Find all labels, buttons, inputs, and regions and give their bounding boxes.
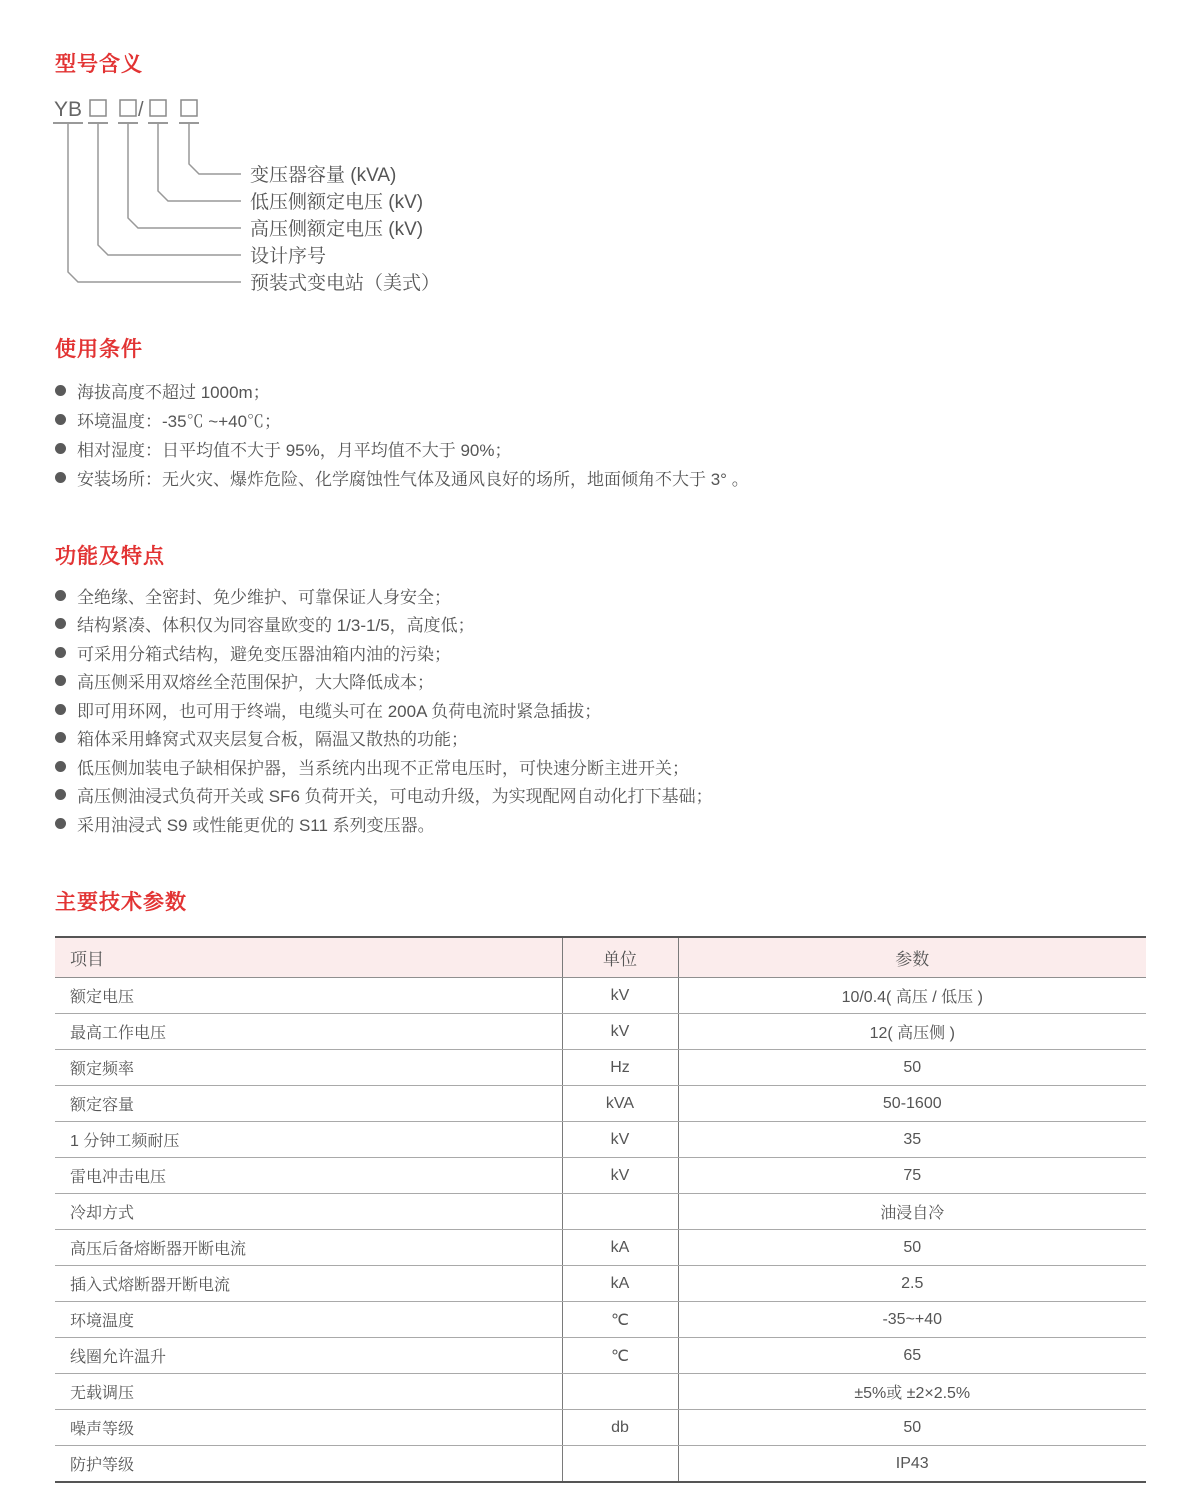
table-cell-item: 额定电压 <box>55 978 562 1014</box>
table-cell-parameter: IP43 <box>895 1454 929 1472</box>
table-cell-item: 雷电冲击电压 <box>55 1158 562 1194</box>
model-prefix-text: YB <box>54 98 83 121</box>
section-title-features: 功能及特点 <box>55 545 165 568</box>
list-item <box>55 405 749 434</box>
list-item <box>55 781 713 810</box>
table-cell-unit <box>562 1374 678 1410</box>
list-item-text: 即可用环网，也可用于终端，电缆头可在 200A 负荷电流时紧急插拔； <box>77 701 602 721</box>
bullet-icon <box>55 761 66 772</box>
table-row <box>55 1446 1146 1483</box>
section-title-model-meaning: 型号含义 <box>55 53 143 76</box>
table-row <box>55 1338 1146 1374</box>
bullet-icon <box>55 472 66 483</box>
section-title-main-parameters: 主要技术参数 <box>55 891 187 914</box>
list-item-text: 海拔高度不超过 1000m； <box>77 383 270 402</box>
list-item <box>55 610 713 639</box>
table-cell-parameter: 12( 高压侧 ) <box>678 1014 1146 1050</box>
table-row <box>55 1122 1146 1158</box>
list-item <box>55 724 713 753</box>
list-item-text: 箱体采用蜂窝式双夹层复合板，隔温又散热的功能； <box>77 730 468 750</box>
table-row <box>55 1266 1146 1302</box>
table-cell-unit: kVA <box>562 1086 678 1122</box>
table-cell-unit: kV <box>562 1122 678 1158</box>
model-box-2 <box>120 100 136 116</box>
table-cell-item: 噪声等级 <box>55 1410 562 1446</box>
table-cell-parameter: 50 <box>678 1050 1146 1086</box>
diagram-label-lv-voltage: 低压侧额定电压 (kV) <box>250 192 424 213</box>
table-cell-item: 环境温度 <box>55 1302 562 1338</box>
table-cell-parameter: 50 <box>678 1230 1146 1266</box>
table-cell-item: 最高工作电压 <box>55 1014 562 1050</box>
table-cell-item: 1 分钟工频耐压 <box>55 1122 562 1158</box>
bullet-icon <box>55 443 66 454</box>
diagram-label-hv-voltage: 高压侧额定电压 (kV) <box>250 219 424 240</box>
list-item <box>55 695 713 724</box>
usage-conditions-list <box>55 376 749 492</box>
list-item-text: 环境温度：-35℃ ~+40℃； <box>77 412 282 431</box>
specs-table <box>55 936 1146 1483</box>
model-box-3 <box>150 100 166 116</box>
bullet-icon <box>55 675 66 686</box>
list-item <box>55 638 713 667</box>
table-cell-item: 冷却方式 <box>55 1194 562 1230</box>
bullet-icon <box>55 704 66 715</box>
model-designation-diagram <box>48 86 518 301</box>
table-cell-unit: kA <box>562 1230 678 1266</box>
list-item <box>55 581 713 610</box>
model-slash-text: / <box>138 99 144 121</box>
model-box-4 <box>181 100 197 116</box>
bullet-icon <box>55 385 66 396</box>
list-item-text: 可采用分箱式结构，避免变压器油箱内油的污染； <box>77 644 451 664</box>
table-cell-parameter: 35 <box>678 1122 1146 1158</box>
list-item <box>55 809 713 838</box>
table-row <box>55 978 1146 1014</box>
table-header-unit: 单位 <box>562 937 678 978</box>
list-item-text: 安装场所：无火灾、爆炸危险、化学腐蚀性气体及通风良好的场所，地面倾角不大于 3° 。 <box>77 470 749 489</box>
table-cell-unit: ℃ <box>562 1302 678 1338</box>
table-cell-item: 防护等级 <box>55 1446 562 1483</box>
list-item-text: 结构紧凑、体积仅为同容量欧变的 1/3-1/5，高度低； <box>77 616 475 636</box>
table-cell-unit: kV <box>562 1014 678 1050</box>
section-title-usage-conditions: 使用条件 <box>55 338 143 361</box>
list-item-text: 采用油浸式 S9 或性能更优的 S11 系列变压器。 <box>77 815 435 835</box>
table-cell-item: 高压后备熔断器开断电流 <box>55 1230 562 1266</box>
diagram-label-substation-type: 预装式变电站（美式） <box>250 273 441 294</box>
table-cell-parameter: 油浸自冷 <box>678 1194 1146 1230</box>
table-cell-unit: kA <box>562 1266 678 1302</box>
list-item-text: 低压侧加装电子缺相保护器，当系统内出现不正常电压时，可快速分断主进开关； <box>77 758 689 778</box>
bullet-icon <box>55 590 66 601</box>
bullet-icon <box>55 647 66 658</box>
table-cell-parameter: ±5%或 ±2×2.5% <box>678 1374 1146 1410</box>
table-cell-parameter: 50 <box>678 1410 1146 1446</box>
bullet-icon <box>55 732 66 743</box>
table-cell-unit <box>562 1446 678 1483</box>
table-row <box>55 1230 1146 1266</box>
features-list <box>55 581 713 838</box>
table-row <box>55 1050 1146 1086</box>
table-cell-parameter: -35~+40 <box>678 1302 1146 1338</box>
table-cell-unit: Hz <box>562 1050 678 1086</box>
table-cell-parameter: 2.5 <box>678 1266 1146 1302</box>
list-item <box>55 752 713 781</box>
table-cell-unit: kV <box>562 978 678 1014</box>
table-row <box>55 1302 1146 1338</box>
list-item-text: 相对湿度：日平均值不大于 95%，月平均值不大于 90%； <box>77 441 512 460</box>
list-item <box>55 667 713 696</box>
table-row <box>55 1158 1146 1194</box>
list-item-text: 全绝缘、全密封、免少维护、可靠保证人身安全； <box>77 587 451 607</box>
list-item <box>55 376 749 405</box>
table-row <box>55 1410 1146 1446</box>
bullet-icon <box>55 789 66 800</box>
table-header-row <box>55 937 1146 978</box>
table-cell-parameter: 50-1600 <box>678 1086 1146 1122</box>
table-cell-unit: ℃ <box>562 1338 678 1374</box>
table-header-item: 项目 <box>55 937 562 978</box>
diagram-label-capacity: 变压器容量 (kVA) <box>250 165 397 186</box>
table-cell-item: 线圈允许温升 <box>55 1338 562 1374</box>
table-cell-unit <box>562 1194 678 1230</box>
table-cell-parameter: 65 <box>678 1338 1146 1374</box>
table-cell-unit: kV <box>562 1158 678 1194</box>
list-item-text: 高压侧油浸式负荷开关或 SF6 负荷开关，可电动升级，为实现配网自动化打下基础； <box>77 787 713 807</box>
table-row <box>55 1194 1146 1230</box>
list-item <box>55 463 749 492</box>
table-cell-parameter: 10/0.4( 高压 / 低压 ) <box>678 978 1146 1014</box>
bullet-icon <box>55 618 66 629</box>
table-cell-unit: db <box>562 1410 678 1446</box>
list-item <box>55 434 749 463</box>
bullet-icon <box>55 818 66 829</box>
table-cell-item: 额定频率 <box>55 1050 562 1086</box>
table-row <box>55 1374 1146 1410</box>
diagram-label-design-serial: 设计序号 <box>250 246 327 267</box>
bullet-icon <box>55 414 66 425</box>
table-row <box>55 1014 1146 1050</box>
table-header-parameter: 参数 <box>678 937 1146 978</box>
table-cell-item: 额定容量 <box>55 1086 562 1122</box>
table-cell-item: 无载调压 <box>55 1374 562 1410</box>
table-cell-item: 插入式熔断器开断电流 <box>55 1266 562 1302</box>
list-item-text: 高压侧采用双熔丝全范围保护，大大降低成本； <box>77 673 434 693</box>
table-row <box>55 1086 1146 1122</box>
model-connector-lines <box>68 123 241 282</box>
model-box-1 <box>90 100 106 116</box>
table-cell-parameter: 75 <box>678 1158 1146 1194</box>
